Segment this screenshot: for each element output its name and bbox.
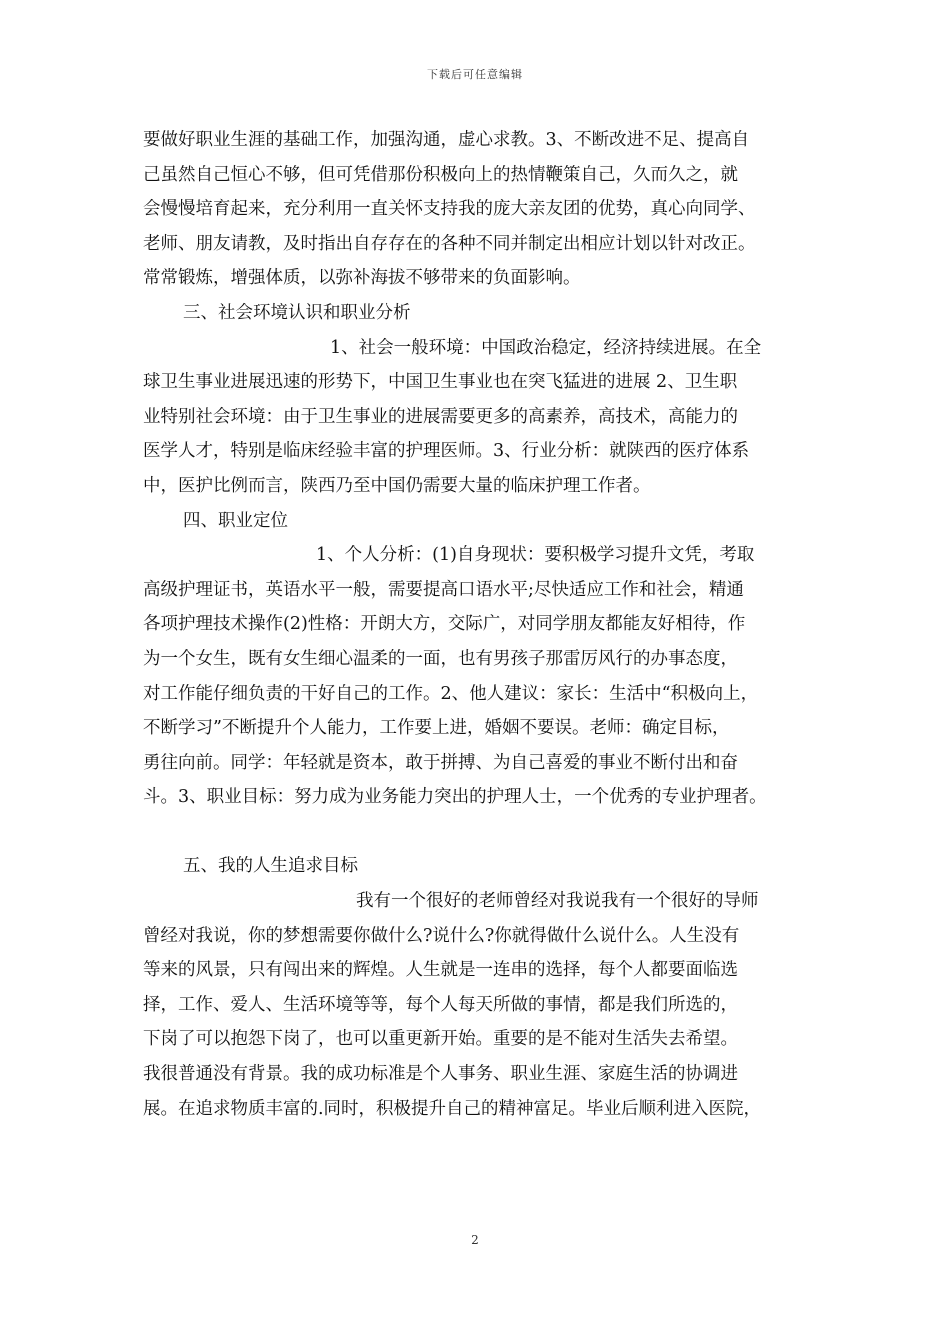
text-line: 医学人才，特别是临床经验丰富的护理医师。3、行业分析：就陕西的医疗体系 [143,441,750,462]
section-heading-3: 三、社会环境认识和职业分析 [183,302,411,323]
text-line: 1、个人分析：(1)自身现状：要积极学习提升文凭，考取 [316,545,755,566]
document-body [143,123,828,1126]
text-line: 己虽然自己恒心不够，但可凭借那份积极向上的热情鞭策自己，久而久之，就 [143,164,738,185]
section-heading-4: 四、职业定位 [183,510,288,531]
text-line: 曾经对我说，你的梦想需要你做什么?说什么?你就得做什么说什么。人生没有 [143,925,740,946]
paragraph-gap [143,815,828,850]
text-line: 球卫生事业进展迅速的形势下，中国卫生事业也在突飞猛进的进展 2、卫生职 [143,372,738,393]
section-heading-5: 五、我的人生追求目标 [183,856,358,877]
text-line: 等来的风景，只有闯出来的辉煌。人生就是一连串的选择，每个人都要面临选 [143,960,738,981]
text-line: 老师、朋友请教，及时指出自存存在的各种不同并制定出相应计划以针对改正。 [143,233,756,254]
text-line: 常常锻炼，增强体质，以弥补海拔不够带来的负面影响。 [143,268,581,289]
page-number: 2 [471,1233,479,1247]
text-line: 会慢慢培育起来，充分利用一直关怀支持我的庞大亲友团的优势，真心向同学、 [143,199,756,220]
text-line: 择，工作、爱人、生活环境等等，每个人每天所做的事情，都是我们所选的， [143,994,738,1015]
text-line: 各项护理技术操作(2)性格：开朗大方，交际广，对同学朋友都能友好相待，作 [143,614,746,635]
text-line: 对工作能仔细负责的干好自己的工作。2、他人建议：家长：生活中“积极向上， [143,683,759,704]
text-line: 斗。3、职业目标：努力成为业务能力突出的护理人士，一个优秀的专业护理者。 [143,787,767,808]
text-line: 展。在追求物质丰富的.同时，积极提升自己的精神富足。毕业后顺利进入医院， [143,1098,762,1119]
text-line: 勇往向前。同学：年轻就是资本，敢于拼搏、为自己喜爱的事业不断付出和奋 [143,752,738,773]
text-line: 高级护理证书，英语水平一般，需要提高口语水平;尽快适应工作和社会，精通 [143,579,744,600]
text-line: 为一个女生，既有女生细心温柔的一面，也有男孩子那雷厉风行的办事态度， [143,648,738,669]
text-line: 要做好职业生涯的基础工作，加强沟通，虚心求教。3、不断改进不足、提高自 [143,130,750,150]
text-line: 不断学习”不断提升个人能力，工作要上进，婚姻不要误。老师：确定目标， [143,718,730,739]
text-line: 业特别社会环境：由于卫生事业的进展需要更多的高素养，高技术，高能力的 [143,406,738,427]
text-line: 1、社会一般环境：中国政治稳定，经济持续进展。在全 [330,337,762,358]
text-line: 我很普通没有背景。我的成功标准是个人事务、职业生涯、家庭生活的协调进 [143,1064,738,1085]
text-line: 中，医护比例而言，陕西乃至中国仍需要大量的临床护理工作者。 [143,475,651,496]
text-line: 下岗了可以抱怨下岗了，也可以重更新开始。重要的是不能对生活失去希望。 [143,1029,738,1050]
page-header: 下载后可任意编辑 [427,68,523,81]
text-line: 我有一个很好的老师曾经对我说我有一个很好的导师 [356,891,759,912]
